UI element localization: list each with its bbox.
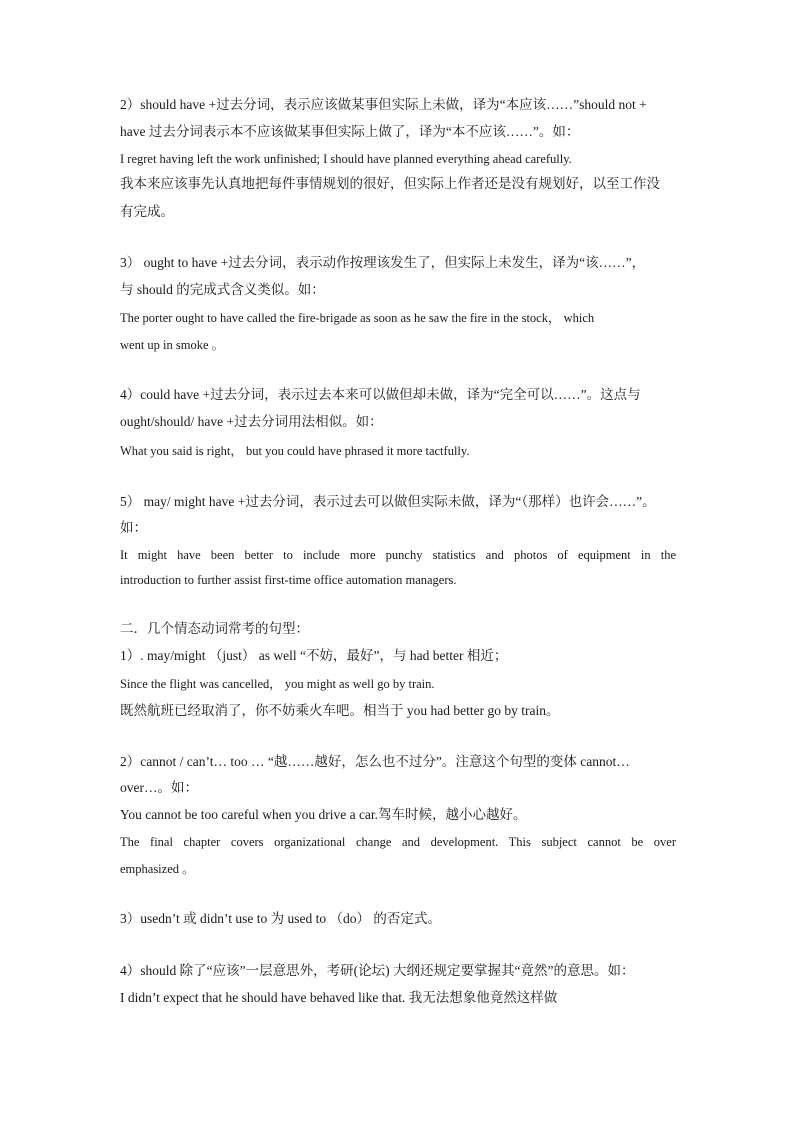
text-line: 有完成。: [120, 204, 174, 219]
text-line: 3） ought to have +过去分词，表示动作按理该发生了，但实际上未发生，译为“该……”，: [120, 255, 646, 270]
text-line: 3）usedn’t 或 didn’t use to 为 used to （do） 的否定式。: [120, 911, 441, 926]
text-line: 我本来应该事先认真地把每件事情规划的很好，但实际上作者还是没有规划好，以至工作没: [120, 176, 660, 191]
text-line: 4）should 除了“应该”一层意思外，考研(论坛) 大纲还规定要掌握其“竟然”的意思。如：: [120, 963, 635, 978]
text-line: have 过去分词表示本不应该做某事但实际上做了，译为“本不应该……”。如：: [120, 124, 580, 139]
text-line: went up in smoke 。: [120, 338, 225, 352]
text-line: emphasized 。: [120, 862, 195, 876]
text-line: ought/should/ have +过去分词用法相似。如：: [120, 414, 383, 429]
text-line: You cannot be too careful when you drive a car.驾车时候，越小心越好。: [120, 807, 527, 822]
text-line: What you said is right， but you could have phrased it more tactfully.: [120, 444, 470, 458]
text-line: 4）could have +过去分词，表示过去本来可以做但却未做，译为“完全可以……”。这点与: [120, 387, 641, 402]
text-line: The final chapter covers organizational change and development. This subject cannot be over: [120, 835, 676, 849]
text-line: The porter ought to have called the fire-brigade as soon as he saw the fire in the stock， which: [120, 311, 595, 325]
text-line: 5） may/ might have +过去分词，表示过去可以做但实际未做，译为“（那样）也许会……”。: [120, 494, 656, 509]
text-line: Since the flight was cancelled， you might as well go by train.: [120, 677, 435, 691]
text-line: 与 should 的完成式含义类似。如：: [120, 282, 325, 297]
text-line: introduction to further assist first-time office automation managers.: [120, 573, 457, 587]
text-line: 既然航班已经取消了，你不妨乘火车吧。相当于 you had better go by train。: [120, 703, 560, 718]
text-line: It might have been better to include more punchy statistics and photos of equipment in the: [120, 548, 676, 562]
text-line: over…。如：: [120, 780, 198, 795]
text-line: I didn’t expect that he should have behaved like that. 我无法想象他竟然这样做: [120, 990, 558, 1005]
text-line: 如：: [120, 520, 147, 535]
text-line: 1）. may/might （just） as well “不妨，最好”，与 had better 相近；: [120, 648, 508, 663]
text-line: 2）cannot / can’t… too … “越……越好，怎么也不过分”。注意这个句型的变体 cannot…: [120, 754, 630, 769]
text-line: 2）should have +过去分词，表示应该做某事但实际上未做，译为“本应该……”should not +: [120, 97, 647, 112]
text-line: I regret having left the work unfinished; I should have planned everything ahead carefully.: [120, 152, 572, 166]
section-heading: 二．几个情态动词常考的句型：: [120, 621, 309, 636]
